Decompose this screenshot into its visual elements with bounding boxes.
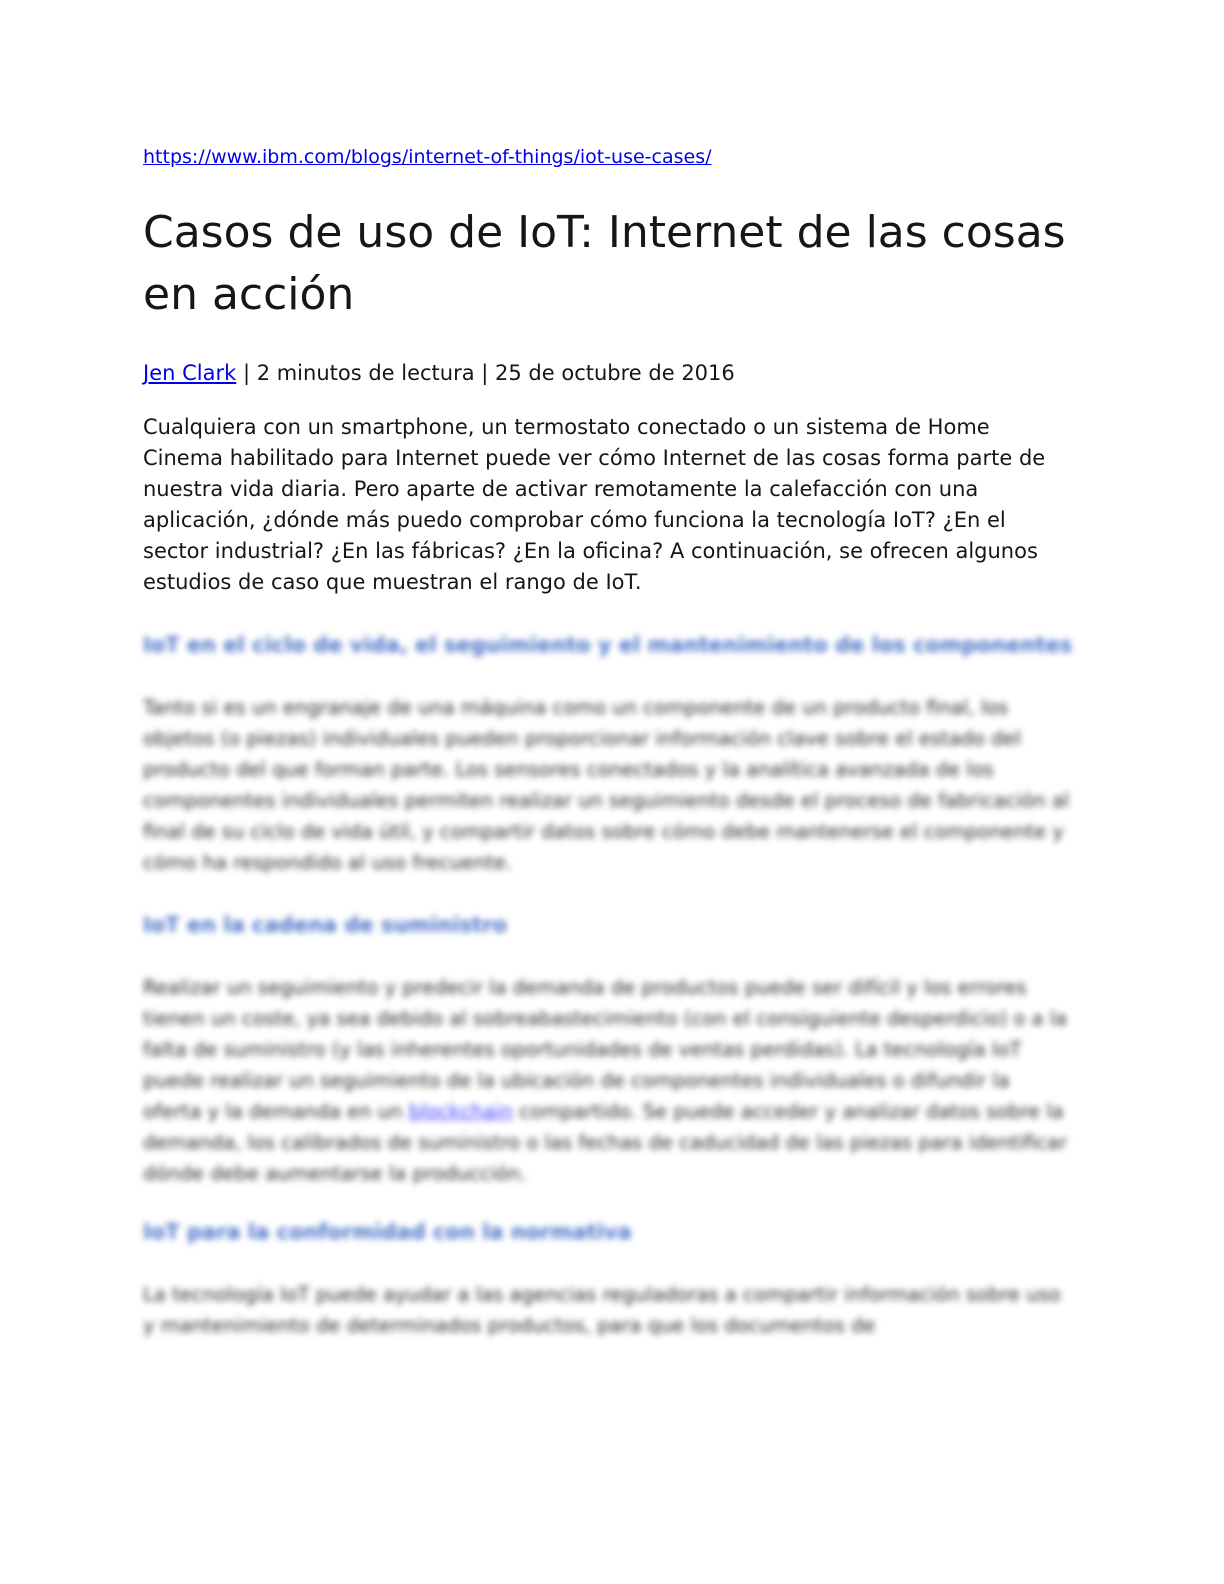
byline-meta: | 2 minutos de lectura | 25 de octubre de 2016 bbox=[236, 361, 735, 385]
source-url-link[interactable]: https://www.ibm.com/blogs/internet-of-things/iot-use-cases/ bbox=[143, 146, 712, 168]
document-page bbox=[143, 140, 1073, 1341]
supply-chain-text-end: compartido. Se puede acceder y analizar datos sobre la demanda, los calibrados de suministro o las fechas de caducidad de las piezas para identificar dónde debe aumentarse la producción. bbox=[143, 1100, 1067, 1185]
section-heading-compliance: IoT para la conformidad con la normativa bbox=[143, 1220, 632, 1244]
supply-chain-text-start: Realizar un seguimiento y predecir la demanda de productos puede ser difícil y los errores tienen un coste, ya sea debido al sobreabastecimiento (con el consiguiente desperdicio) o a la falta de suministro (y las inherentes oportunidades de ventas perdidas). La tecnología IoT puede realizar un seguimiento de la ubicación de componentes individuales o difundir la oferta y la demanda en un bbox=[143, 976, 1068, 1123]
article-title: Casos de uso de IoT: Internet de las cosas en acción bbox=[143, 207, 1066, 320]
section-body-compliance: La tecnología IoT puede ayudar a las agencias reguladoras a compartir información sobre uso y mantenimiento de determinados productos, para que los documentos de bbox=[143, 1283, 1061, 1337]
section-body-lifecycle: Tanto si es un engranaje de una máquina como un componente de un producto final, los objetos (o piezas) individuales pueden proporcionar información clave sobre el estado del producto del que forman parte. Los sensores conectados y la analítica avanzada de los componentes individuales permiten realizar un seguimiento desde el proceso de fabricación al final de su ciclo de vida útil, y compartir datos sobre cómo debe mantenerse el componente y cómo ha respondido al uso frecuente. bbox=[143, 696, 1070, 874]
author-link[interactable]: Jen Clark bbox=[143, 361, 237, 385]
blockchain-link[interactable]: blockchain bbox=[408, 1100, 514, 1123]
section-body-supply-chain bbox=[143, 972, 1073, 1189]
intro-paragraph: Cualquiera con un smartphone, un termostato conectado o un sistema de Home Cinema habilitado para Internet puede ver cómo Internet de las cosas forma parte de nuestra vida diaria. Pero aparte de activar remotamente la calefacción con una aplicación, ¿dónde más puedo comprobar cómo funciona la tecnología IoT? ¿En el sector industrial? ¿En las fábricas? ¿En la oficina? A continuación, se ofrecen algunos estudios de caso que muestran el rango de IoT. bbox=[143, 415, 1046, 594]
section-heading-supply-chain: IoT en la cadena de suministro bbox=[143, 913, 507, 937]
byline bbox=[143, 356, 1073, 390]
section-heading-lifecycle: IoT en el ciclo de vida, el seguimiento y el mantenimiento de los componentes bbox=[143, 633, 1073, 657]
